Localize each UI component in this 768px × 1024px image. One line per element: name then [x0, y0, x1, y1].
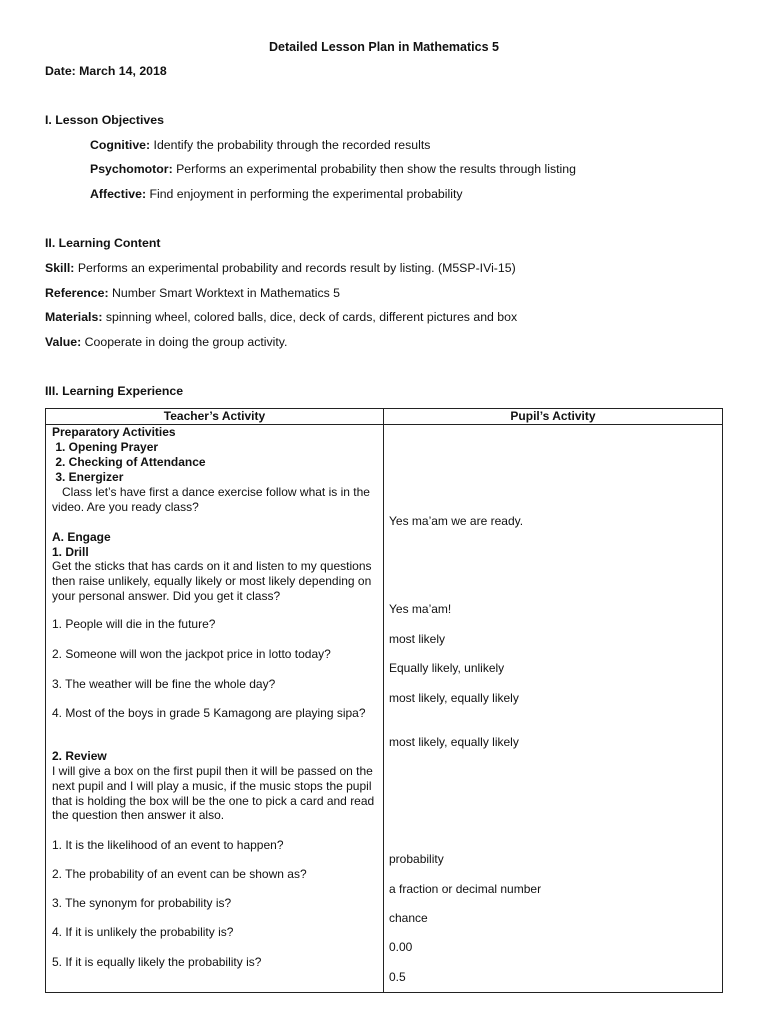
- pupil-line: 0.5: [389, 970, 406, 984]
- learning-experience-table: [45, 408, 723, 993]
- teacher-line: 1. People will die in the future?: [52, 617, 216, 631]
- pupil-line: Yes ma’am we are ready.: [389, 514, 524, 528]
- pupil-line: probability: [389, 852, 444, 866]
- pupil-activity-cell: [384, 425, 723, 993]
- teacher-line: 3. Energizer: [52, 470, 124, 484]
- date-value: March 14, 2018: [79, 64, 167, 78]
- content-label: Skill:: [45, 261, 75, 275]
- teacher-activity-header: Teacher’s Activity: [46, 409, 384, 425]
- teacher-line: 4. If it is unlikely the probability is?: [52, 925, 234, 939]
- objective-affective: [90, 187, 463, 201]
- content-label: Materials:: [45, 310, 103, 324]
- teacher-line: Get the sticks that has cards on it and listen to my questions then raise unlikely, equally likely or most likely depending on your personal answer. Did you get it class?: [52, 559, 372, 603]
- objectives-heading: I. Lesson Objectives: [45, 113, 164, 127]
- date-line: [45, 64, 167, 78]
- pupil-line: most likely, equally likely: [389, 735, 519, 749]
- objective-label: Cognitive:: [90, 138, 151, 152]
- pupil-line: a fraction or decimal number: [389, 882, 542, 896]
- content-materials: [45, 310, 517, 324]
- content-label: Reference:: [45, 286, 109, 300]
- teacher-line: 5. If it is equally likely the probability is?: [52, 955, 262, 969]
- pupil-activity-header: Pupil’s Activity: [384, 409, 723, 425]
- teacher-line: 3. The synonym for probability is?: [52, 896, 232, 910]
- content-text: spinning wheel, colored balls, dice, deck of cards, different pictures and box: [105, 310, 518, 324]
- teacher-line: 2. Review: [52, 749, 107, 763]
- objective-label: Psychomotor:: [90, 162, 173, 176]
- content-value: [45, 335, 287, 349]
- pupil-line: 0.00: [389, 940, 413, 954]
- pupil-line: Equally likely, unlikely: [389, 661, 505, 675]
- teacher-line: 1. Drill: [52, 545, 89, 559]
- content-skill: [45, 261, 516, 275]
- content-label: Value:: [45, 335, 82, 349]
- date-label: Date:: [45, 64, 76, 78]
- teacher-line: 1. It is the likelihood of an event to happen?: [52, 838, 284, 852]
- pupil-line: most likely: [389, 632, 446, 646]
- pupil-line: Yes ma’am!: [389, 602, 452, 616]
- teacher-line: A. Engage: [52, 530, 111, 544]
- teacher-line: Preparatory Activities: [52, 425, 176, 439]
- content-text: Performs an experimental probability and records result by listing. (M5SP-IVi-15): [77, 261, 516, 275]
- table-header-row: [46, 409, 723, 425]
- experience-heading: III. Learning Experience: [45, 384, 184, 398]
- content-text: Number Smart Worktext in Mathematics 5: [111, 286, 340, 300]
- document-title: Detailed Lesson Plan in Mathematics 5: [269, 40, 499, 54]
- teacher-line: 2. Someone will won the jackpot price in lotto today?: [52, 647, 331, 661]
- pupil-line: chance: [389, 911, 428, 925]
- teacher-line: 2. The probability of an event can be shown as?: [52, 867, 307, 881]
- teacher-line: 3. The weather will be fine the whole day?: [52, 677, 276, 691]
- content-reference: [45, 286, 340, 300]
- objective-label: Affective:: [90, 187, 147, 201]
- teacher-line: 4. Most of the boys in grade 5 Kamagong are playing sipa?: [52, 706, 366, 720]
- teacher-line: Class let’s have first a dance exercise follow what is in the video. Are you ready class?: [52, 485, 374, 514]
- content-text: Cooperate in doing the group activity.: [84, 335, 288, 349]
- objective-text: Performs an experimental probability then show the results through listing: [176, 162, 576, 176]
- objective-text: Identify the probability through the recorded results: [153, 138, 431, 152]
- teacher-activity-cell: [46, 425, 384, 993]
- objective-cognitive: [90, 138, 430, 152]
- objective-text: Find enjoyment in performing the experimental probability: [149, 187, 463, 201]
- content-heading: II. Learning Content: [45, 236, 161, 250]
- teacher-line: I will give a box on the first pupil then it will be passed on the next pupil and I will play a music, if the music stops the pupil that is holding the box will be the one to pick a card and read the question then answer it also.: [52, 764, 375, 823]
- table-row: [46, 425, 723, 993]
- teacher-line: 1. Opening Prayer: [52, 440, 159, 454]
- teacher-line: 2. Checking of Attendance: [52, 455, 206, 469]
- objective-psychomotor: [90, 162, 576, 176]
- pupil-line: most likely, equally likely: [389, 691, 519, 705]
